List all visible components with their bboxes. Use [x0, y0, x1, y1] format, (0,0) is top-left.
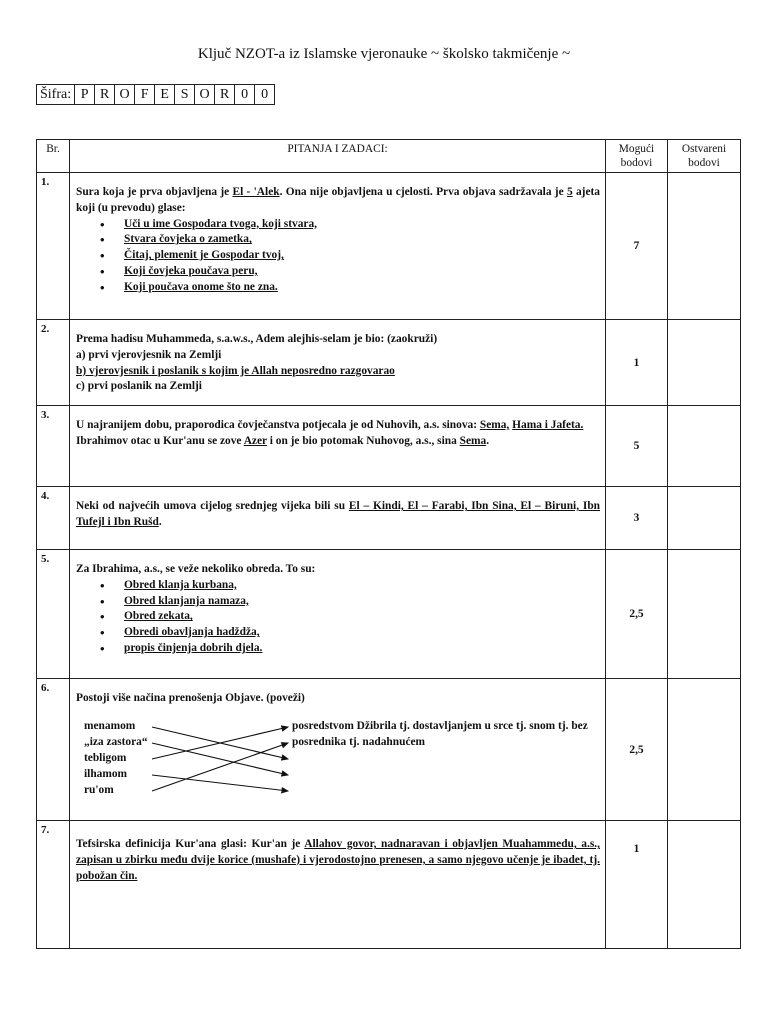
question-text: Sura koja je prva objavljena je El - 'Alek. Ona nije objavljena u cjelosti. Prva objava sadržavala je 5 ajeta koji (u prevodu) glase: • Uči u ime Gospodara tvoga, koji stvara, • Stvara čovjeka o zametka, • Čitaj, plemenit je Gospodar tvoj, • Koji čovjeka poučava peru, • Koji poučava onome što ne zna. — [70, 173, 606, 320]
match-right-item: tj. bez posrednika — [292, 719, 588, 748]
list-item: • Obredi obavljanja hadždža, — [124, 625, 600, 641]
question-number: 1. — [37, 173, 70, 320]
code-char: R — [95, 85, 115, 105]
match-left-item: tebligom — [84, 751, 127, 764]
list-item: • Uči u ime Gospodara tvoga, koji stvara, — [124, 217, 600, 233]
question-number: 5. — [37, 550, 70, 679]
match-right-item: tj. snom — [515, 719, 556, 732]
achieved-points-cell[interactable] — [668, 821, 741, 949]
table-row — [37, 320, 741, 406]
table-row — [37, 550, 741, 679]
list-item: • Koji poučava onome što ne zna. — [124, 280, 600, 296]
question-number: 6. — [37, 679, 70, 821]
questions-table — [36, 139, 741, 949]
matching-left-column — [84, 719, 148, 799]
achieved-points-cell[interactable] — [668, 320, 741, 406]
question-text: Prema hadisu Muhammeda, s.a.w.s., Adem alejhis-selam je bio: (zaokruži) a) prvi vjerovjesnik na Zemlji b) vjerovjesnik i poslanik s kojim je Allah neposredno razgovarao c) prvi poslanik na Zemlji — [70, 320, 606, 406]
question-text: Tefsirska definicija Kur'ana glasi: Kur'an je Allahov govor, nadnaravan i objavljen Muahammedu, a.s., zapisan u zbirku među dvije korice (mushafe) i vjerodostojno prenesen, a samo njegovo učenje je ibadet, tj. pobožan čin. — [70, 821, 606, 949]
header-achieved-points: Ostvareni bodovi — [668, 140, 741, 173]
question-text: U najranijem dobu, praporodica čovječanstva potjecala je od Nuhovih, a.s. sinova: Sema, Hama i Jafeta. Ibrahimov otac u Kur'anu se zove Azer i on je bio potomak Nuhovog, a.s., sina Sema. — [70, 406, 606, 487]
matching-exercise — [76, 719, 600, 799]
table-row — [37, 406, 741, 487]
code-char: P — [75, 85, 95, 105]
question-text: Neki od najvećih umova cijelog srednjeg vijeka bili su El – Kindi, El – Farabi, Ibn Sina, El – Biruni, Ibn Tufejl i Ibn Rušd. — [70, 487, 606, 550]
match-left-item: ru'om — [84, 783, 114, 796]
achieved-points-cell[interactable] — [668, 406, 741, 487]
list-item: • Obred zekata, — [124, 609, 600, 625]
header-tasks: PITANJA I ZADACI: — [70, 140, 606, 173]
code-box — [36, 84, 275, 105]
code-char: R — [215, 85, 235, 105]
achieved-points-cell[interactable] — [668, 173, 741, 320]
question-text: Za Ibrahima, a.s., se veže nekoliko obreda. To su: • Obred klanja kurbana, • Obred klanjanja namaza, • Obred zekata, • Obredi obavljanja hadždža, • propis činjenja dobrih djela. — [70, 550, 606, 679]
achieved-points-cell[interactable] — [668, 679, 741, 821]
possible-points: 3 — [606, 487, 668, 550]
match-left-item: ilhamom — [84, 767, 128, 780]
matching-right-column — [292, 719, 600, 751]
match-left-item: „iza zastora“ — [84, 735, 148, 748]
table-row — [37, 173, 741, 320]
question-text: Postoji više načina prenošenja Objave. (poveži) menamom „iza zastora“ tebligom ilhamom ru'om posredstvom Džibrila tj. dostavljanjem u srce tj. snom tj. bez posrednika tj. nadahnućem — [70, 679, 606, 821]
list-item: • Obred klanjanja namaza, — [124, 594, 600, 610]
list-item: • Stvara čovjeka o zametka, — [124, 232, 600, 248]
code-char: 0 — [235, 85, 255, 105]
question-number: 2. — [37, 320, 70, 406]
possible-points: 5 — [606, 406, 668, 487]
match-right-item: posredstvom Džibrila — [292, 719, 397, 732]
header-possible-points: Mogući bodovi — [606, 140, 668, 173]
header-number: Br. — [37, 140, 70, 173]
page-title: Ključ NZOT-a iz Islamske vjeronauke ~ školsko takmičenje ~ — [197, 46, 571, 62]
match-right-item: tj. dostavljanjem u srce — [399, 719, 514, 732]
question-number: 3. — [37, 406, 70, 487]
list-item: • Čitaj, plemenit je Gospodar tvoj, — [124, 248, 600, 264]
table-row — [37, 679, 741, 821]
possible-points: 1 — [606, 320, 668, 406]
list-item: • Koji čovjeka poučava peru, — [124, 264, 600, 280]
achieved-points-cell[interactable] — [668, 550, 741, 679]
matching-arrow — [152, 743, 288, 775]
code-char: F — [135, 85, 155, 105]
achieved-points-cell[interactable] — [668, 487, 741, 550]
code-char: E — [155, 85, 175, 105]
matching-arrow — [152, 775, 288, 791]
table-row — [37, 821, 741, 949]
code-char: S — [175, 85, 195, 105]
match-left-item: menamom — [84, 719, 136, 732]
code-char: 0 — [255, 85, 275, 105]
list-item: • Obred klanja kurbana, — [124, 578, 600, 594]
list-item: • propis činjenja dobrih djela. — [124, 641, 600, 657]
code-char: O — [115, 85, 135, 105]
question-number: 4. — [37, 487, 70, 550]
matching-arrow — [152, 743, 288, 791]
possible-points: 2,5 — [606, 679, 668, 821]
question-number: 7. — [37, 821, 70, 949]
code-label: Šifra: — [37, 85, 75, 105]
code-char: O — [195, 85, 215, 105]
possible-points: 1 — [606, 821, 668, 949]
possible-points: 2,5 — [606, 550, 668, 679]
possible-points: 7 — [606, 173, 668, 320]
table-row — [37, 487, 741, 550]
match-right-item: tj. nadahnućem — [349, 735, 426, 748]
